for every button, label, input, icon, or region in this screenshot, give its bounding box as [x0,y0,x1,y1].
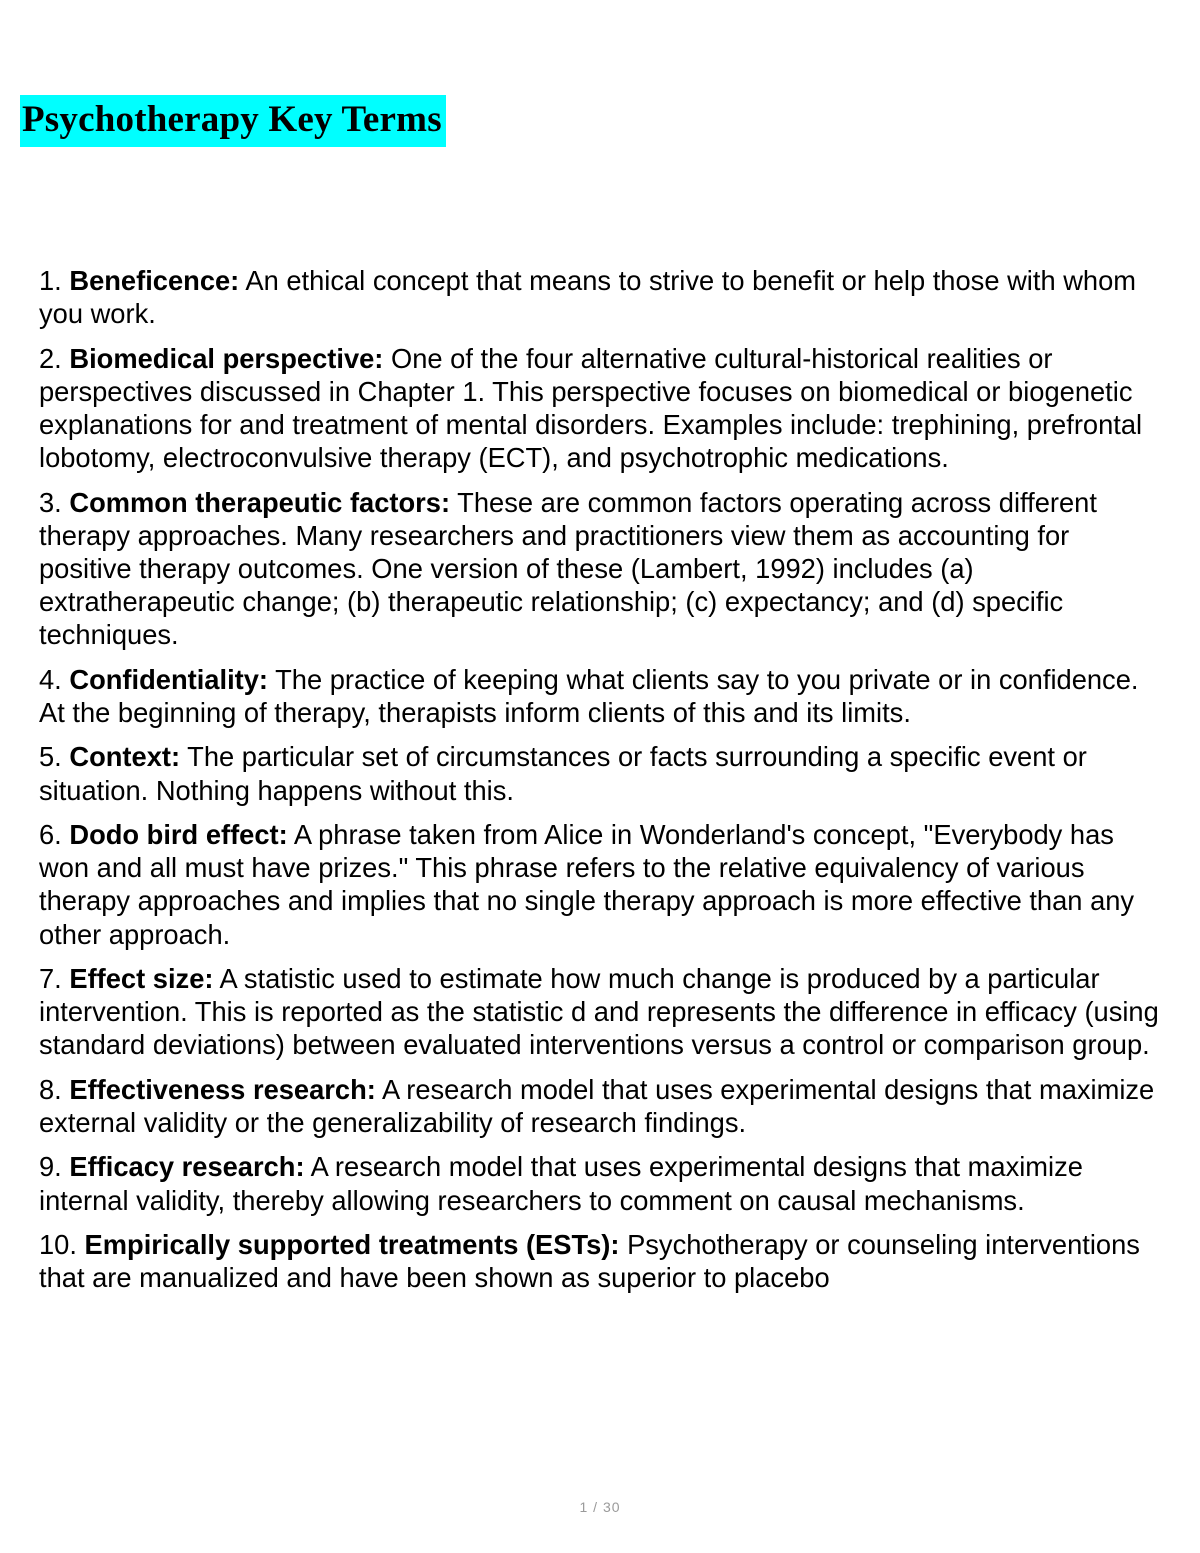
document-title: Psychotherapy Key Terms [20,95,446,147]
page-indicator: 1 / 30 [579,1499,621,1515]
term-definition: A phrase taken from Alice in Wonderland's concept, "Everybody has won and all must have prizes." This phrase refers to the relative equivalency of various therapy approaches and implies that no single therapy approach is more effective than any other approach. [39,818,1135,950]
term-number: 5. [39,741,62,773]
term-number: 7. [39,962,62,994]
term-number: 1. [39,265,62,296]
term-name: Context: [69,741,181,773]
term-definition: The practice of keeping what clients say to you private or in confidence. At the beginning of therapy, therapists inform clients of this and its limits. [39,663,1139,728]
term-definition: Psychotherapy or counseling interventions that are manualized and have been shown as superior to placebo [39,1228,1140,1294]
term-definition: An ethical concept that means to strive to benefit or help those with whom you work. [39,265,1137,330]
list-item [39,1150,1169,1216]
term-name: Biomedical perspective: [69,342,384,374]
list-item [39,1228,1169,1294]
term-definition: A research model that uses experimental designs that maximize internal validity, thereby allowing researchers to comment on causal mechanisms. [39,1151,1083,1216]
term-definition: These are common factors operating across different therapy approaches. Many researchers and practitioners view them as accounting for positive therapy outcomes. One version of these (Lambert, 1992) includes (a) extratherapeutic change; (b) therapeutic relationship; (c) expectancy; and (d) specific techniques. [39,486,1097,651]
key-terms-list [39,264,1169,1306]
term-definition: A research model that uses experimental designs that maximize external validity or the generalizability of research findings. [39,1073,1155,1138]
list-item [39,740,1169,806]
term-number: 2. [39,342,62,374]
term-name: Effect size: [69,962,214,994]
term-number: 6. [39,818,62,850]
term-definition: One of the four alternative cultural-historical realities or perspectives discussed in Chapter 1. This perspective focuses on biomedical or biogenetic explanations for and treatment of mental disorders. Examples include: trephining, prefrontal lobotomy, electroconvulsive therapy (ECT), and psychotrophic medications. [39,342,1143,474]
term-name: Effectiveness research: [69,1073,376,1105]
list-item [39,486,1169,652]
term-name: Dodo bird effect: [69,818,288,850]
term-definition: The particular set of circumstances or facts surrounding a specific event or situation. Nothing happens without this. [39,741,1087,806]
list-item [39,1073,1169,1139]
term-number: 4. [39,663,62,695]
term-name: Common therapeutic factors: [69,486,451,518]
term-name: Confidentiality: [69,663,269,695]
list-item [39,663,1169,729]
term-number: 9. [39,1151,62,1183]
term-name: Beneficence: [69,265,240,296]
list-item [39,264,1169,330]
list-item [39,342,1169,475]
term-number: 10. [39,1228,77,1260]
term-name: Empirically supported treatments (ESTs): [84,1228,620,1260]
term-definition: A statistic used to estimate how much change is produced by a particular intervention. This is reported as the statistic d and represents the difference in efficacy (using standard deviations) between evaluated interventions versus a control or comparison group. [39,962,1159,1061]
term-number: 8. [39,1073,62,1105]
list-item [39,818,1169,951]
term-name: Efficacy research: [69,1151,305,1183]
term-number: 3. [39,486,62,518]
list-item [39,962,1169,1062]
